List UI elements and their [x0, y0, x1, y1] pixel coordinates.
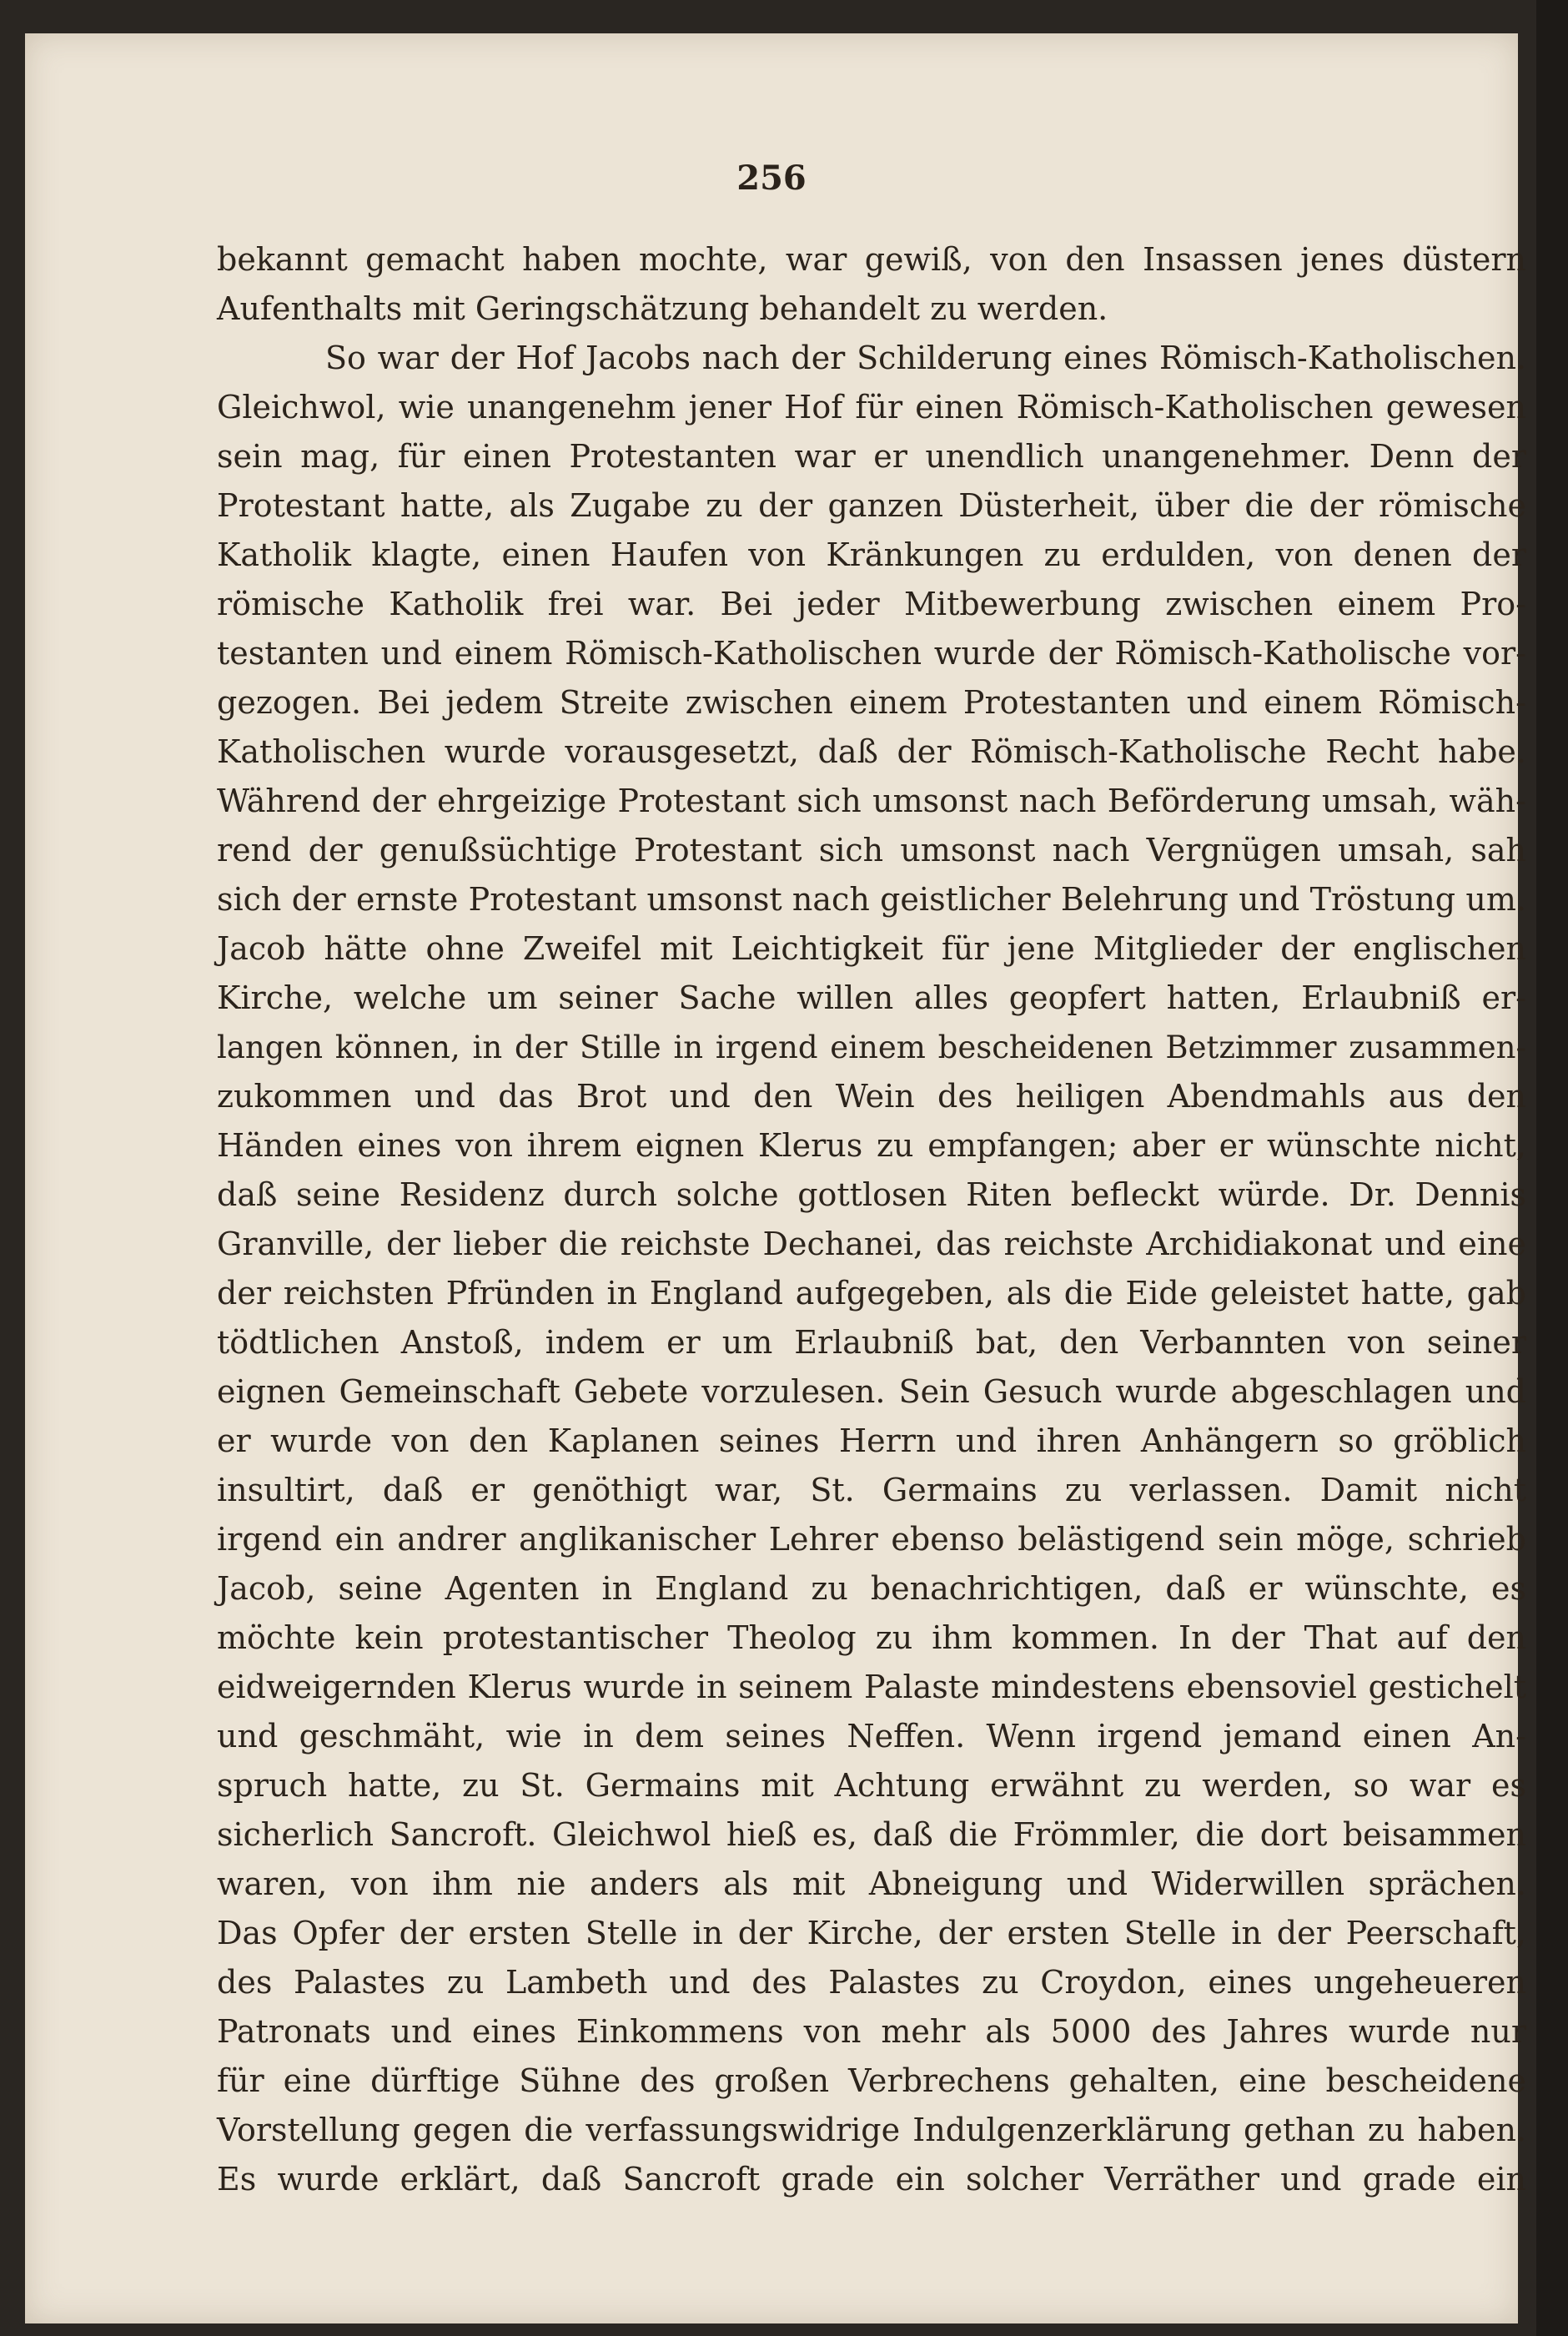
text-line: sich der ernste Protestant umsonst nach geistlicher Belehrung und Tröstung um. — [217, 881, 1526, 918]
text-line: testanten und einem Römisch-Katholischen wurde der Römisch-Katholische vor- — [217, 635, 1526, 672]
text-line: irgend ein andrer anglikanischer Lehrer ebenso belästigend sein möge, schrieb — [217, 1521, 1526, 1558]
text-line: Während der ehrgeizige Protestant sich umsonst nach Beförderung umsah, wäh- — [217, 783, 1526, 819]
text-line: für eine dürftige Sühne des großen Verbrechens gehalten, eine bescheidene — [217, 2062, 1526, 2099]
text-line: spruch hatte, zu St. Germains mit Achtung erwähnt zu werden, so war es — [217, 1767, 1526, 1804]
text-line: er wurde von den Kaplanen seines Herrn und ihren Anhängern so gröblich — [217, 1422, 1526, 1459]
text-line: Das Opfer der ersten Stelle in der Kirche, der ersten Stelle in der Peerschaft, — [217, 1915, 1526, 1951]
page-number: 256 — [736, 159, 807, 198]
text-line: sein mag, für einen Protestanten war er unendlich unangenehmer. Denn der — [217, 438, 1526, 475]
text-line: Es wurde erklärt, daß Sancroft grade ein solcher Verräther und grade ein — [217, 2161, 1526, 2198]
text-line: Jacob, seine Agenten in England zu benachrichtigen, daß er wünschte, es — [217, 1570, 1526, 1607]
text-line: Katholischen wurde vorausgesetzt, daß der Römisch-Katholische Recht habe. — [217, 733, 1526, 770]
text-line: rend der genußsüchtige Protestant sich umsonst nach Vergnügen umsah, sah — [217, 832, 1526, 868]
text-line: des Palastes zu Lambeth und des Palastes zu Croydon, eines ungeheueren — [217, 1964, 1526, 2001]
text-line: daß seine Residenz durch solche gottlosen Riten befleckt würde. Dr. Dennis — [217, 1176, 1526, 1213]
text-line: Händen eines von ihrem eignen Klerus zu empfangen; aber er wünschte nicht, — [217, 1127, 1526, 1164]
book-page — [25, 33, 1526, 2323]
text-line: So war der Hof Jacobs nach der Schilderung eines Römisch-Katholischen. — [325, 340, 1526, 376]
text-line: zukommen und das Brot und den Wein des heiligen Abendmahls aus den — [217, 1078, 1526, 1115]
text-line: Aufenthalts mit Geringschätzung behandelt zu werden. — [217, 290, 1108, 327]
text-line: tödtlichen Anstoß, indem er um Erlaubniß bat, den Verbannten von seiner — [217, 1324, 1526, 1361]
text-line: eidweigernden Klerus wurde in seinem Palaste mindestens ebensoviel gestichelt — [217, 1669, 1526, 1705]
text-line: gezogen. Bei jedem Streite zwischen einem Protestanten und einem Römisch- — [217, 684, 1526, 721]
text-line: Patronats und eines Einkommens von mehr als 5000 des Jahres wurde nur — [217, 2013, 1526, 2050]
text-line: sicherlich Sancroft. Gleichwol hieß es, daß die Frömmler, die dort beisammen — [217, 1816, 1526, 1853]
text-line: Protestant hatte, als Zugabe zu der ganzen Düsterheit, über die der römische — [217, 487, 1526, 524]
text-line: bekannt gemacht haben mochte, war gewiß, von den Insassen jenes düstern — [217, 241, 1526, 278]
text-line: Gleichwol, wie unangenehm jener Hof für einen Römisch-Katholischen gewesen — [217, 389, 1526, 425]
text-line: römische Katholik frei war. Bei jeder Mitbewerbung zwischen einem Pro- — [217, 586, 1526, 622]
text-line: Granville, der lieber die reichste Dechanei, das reichste Archidiakonat und eine — [217, 1226, 1526, 1262]
text-line: Jacob hätte ohne Zweifel mit Leichtigkeit für jene Mitglieder der englischen — [217, 930, 1526, 967]
text-line: Vorstellung gegen die verfassungswidrige Indulgenzerklärung gethan zu haben. — [217, 2112, 1526, 2148]
text-line: Kirche, welche um seiner Sache willen alles geopfert hatten, Erlaubniß er- — [217, 979, 1526, 1016]
binding-edge — [1536, 0, 1568, 2336]
text-line: Katholik klagte, einen Haufen von Kränkungen zu erdulden, von denen der — [217, 536, 1526, 573]
text-line: der reichsten Pfründen in England aufgegeben, als die Eide geleistet hatte, gab — [217, 1275, 1526, 1311]
text-line: möchte kein protestantischer Theolog zu ihm kommen. In der That auf den — [217, 1619, 1526, 1656]
text-line: eignen Gemeinschaft Gebete vorzulesen. Sein Gesuch wurde abgeschlagen und — [217, 1373, 1526, 1410]
body-text — [217, 235, 1526, 2204]
text-line: insultirt, daß er genöthigt war, St. Germains zu verlassen. Damit nicht — [217, 1472, 1526, 1508]
text-line: langen können, in der Stille in irgend einem bescheidenen Betzimmer zusammen- — [217, 1030, 1526, 1065]
text-line: und geschmäht, wie in dem seines Neffen. Wenn irgend jemand einen An- — [217, 1718, 1526, 1755]
text-line: waren, von ihm nie anders als mit Abneigung und Widerwillen sprächen. — [217, 1865, 1526, 1902]
